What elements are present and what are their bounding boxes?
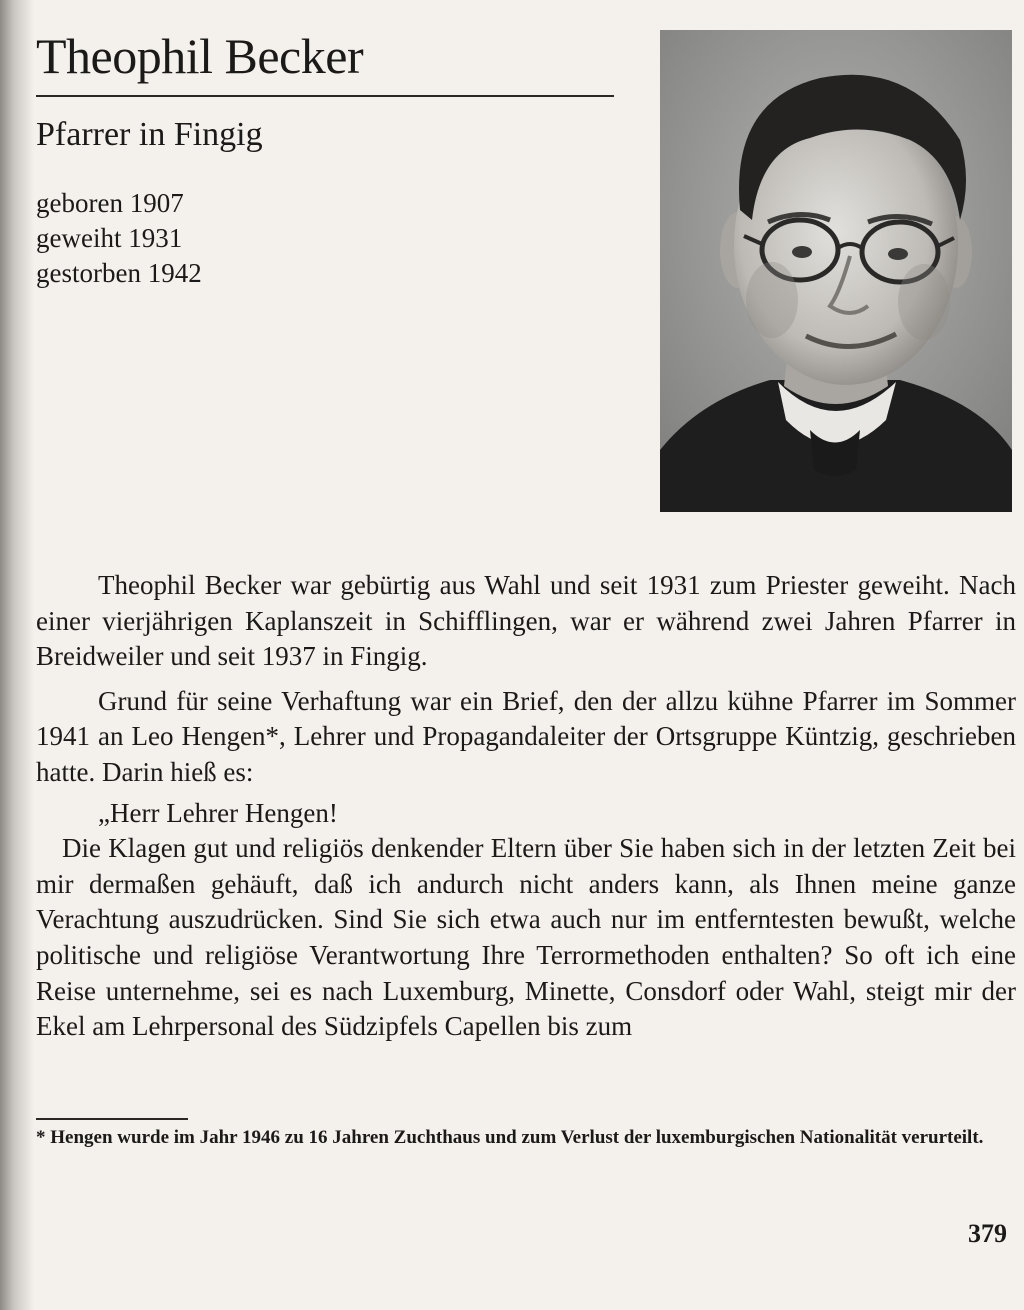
article-body bbox=[36, 568, 1016, 1045]
title-underline bbox=[36, 95, 614, 97]
fact-died: gestorben 1942 bbox=[36, 258, 202, 288]
fact-ordained: geweiht 1931 bbox=[36, 223, 183, 253]
page-number: 379 bbox=[968, 1219, 1007, 1248]
footnote-divider bbox=[36, 1118, 188, 1120]
footnote: * Hengen wurde im Jahr 1946 zu 16 Jahren Zuchthaus und zum Verlust der luxemburgischen Nationalität verurteilt. bbox=[36, 1127, 984, 1148]
biography-facts bbox=[36, 186, 202, 291]
page-title: Theophil Becker bbox=[36, 28, 364, 84]
letter-text: Die Klagen gut und religiös denkender Eltern über Sie haben sich in der letzten Zeit bei mir dermaßen gehäuft, daß ich andurch nicht anders kann, als Ihnen meine ganze Verachtung auszudrücken. Sind Sie sich etwa auch nur im entferntesten bewußt, welche politische und religiöse Verantwortung Ihre Terrormethoden enthalten? So oft ich eine Reise unternehme, sei es nach Luxemburg, Minette, Consdorf oder Wahl, steigt mir der Ekel am Lehrpersonal des Südzipfels Capellen bis zum bbox=[36, 833, 1016, 1042]
page-subtitle: Pfarrer in Fingig bbox=[36, 116, 263, 153]
letter-salutation: „Herr Lehrer Hengen! bbox=[98, 797, 338, 828]
portrait-photo bbox=[660, 30, 1012, 512]
paragraph-2: Grund für seine Verhaftung war ein Brief, den der allzu kühne Pfarrer im Sommer 1941 an Leo Hengen*, Lehrer und Propagandaleiter der Ortsgruppe Küntzig, geschrieben hatte. Darin hieß es: bbox=[36, 685, 1016, 787]
fact-born: geboren 1907 bbox=[36, 188, 184, 218]
paragraph-1: Theophil Becker war gebürtig aus Wahl und seit 1931 zum Priester geweiht. Nach einer vierjährigen Kaplanszeit in Schifflingen, war er während zwei Jahren Pfarrer in Breidweiler und seit 1937 in Fingig. bbox=[36, 570, 1016, 672]
portrait-image bbox=[660, 30, 1012, 512]
page-gutter-shadow bbox=[0, 0, 34, 1310]
